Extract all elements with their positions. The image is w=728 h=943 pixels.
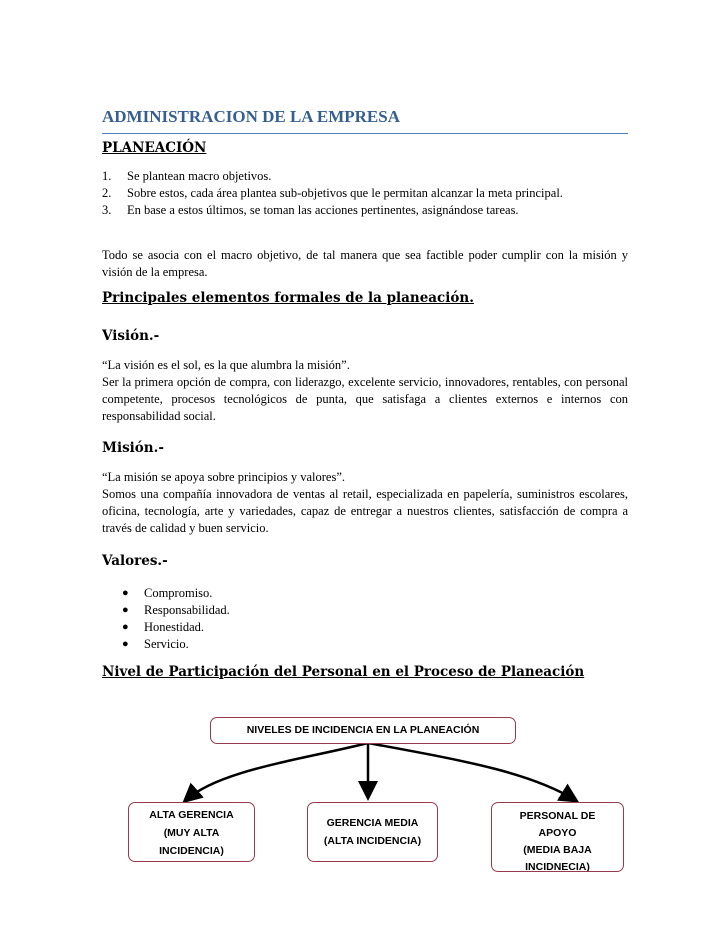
list-item: 1. Se plantean macro objetivos. [102,169,272,183]
mision-quote: “La misión se apoya sobre principios y valores”. [102,470,345,484]
personal-apoyo-label: PERSONAL DE [519,810,596,822]
nivel-heading: Nivel de Participación del Personal en el Proceso de Planeación [102,664,585,680]
niveles-label: NIVELES DE INCIDENCIA EN LA PLANEACIÓN [246,724,480,736]
personal-apoyo-sub1: (MEDIA BAJA [523,844,592,856]
list-item: ● Responsabilidad. [122,603,230,617]
gerencia-media-sub: (ALTA INCIDENCIA) [323,835,422,847]
planeacion-heading: PLANEACIÓN [102,140,207,156]
list-item: ● Honestidad. [122,620,205,634]
personal-apoyo-label2: APOYO [538,827,577,839]
vision-quote: “La visión es el sol, es la que alumbra la misión”. [102,358,350,372]
elementos-heading: Principales elementos formales de la planeación. [102,290,474,306]
mision-heading: Misión.- [102,440,164,456]
arrow-right [368,743,575,800]
document-title: ADMINISTRACION DE LA EMPRESA [102,107,401,126]
niveles-box [210,717,516,744]
alta-gerencia-label: ALTA GERENCIA [149,809,234,821]
mision-text: Somos una compañía innovadora de ventas al retail, especializada en papelería, suministros escolares, oficina, tecnología, arte y variedades, capaz de entregar a nuestros clientes, satisfacción de compra a través de calidad y buen servicio. [102,487,628,535]
gerencia-media-box [307,802,438,862]
alta-gerencia-box [128,802,255,862]
list-item: 2. Sobre estos, cada área plantea sub-objetivos que le permitan alcanzar la meta principal. [102,186,563,200]
personal-apoyo-sub2: INCIDNECIA) [525,861,590,872]
personal-apoyo-box [491,802,624,872]
planeacion-summary: Todo se asocia con el macro objetivo, de tal manera que sea factible poder cumplir con la misión y visión de la empresa. [102,248,628,279]
list-item: ● Servicio. [122,637,189,651]
arrow-left [186,743,368,800]
vision-text: Ser la primera opción de compra, con liderazgo, excelente servicio, innovadores, rentables, con personal competente, procesos tecnológicos de punta, que satisfaga a clientes externos e internos con responsabilidad social. [102,375,628,423]
vision-heading: Visión.- [102,328,160,344]
valores-heading: Valores.- [102,553,168,569]
list-item: ● Compromiso. [122,586,213,600]
list-item: 3. En base a estos últimos, se toman las acciones pertinentes, asignándose tareas. [102,203,519,217]
alta-gerencia-sub1: (MUY ALTA [163,827,220,839]
gerencia-media-label: GERENCIA MEDIA [326,817,419,829]
alta-gerencia-sub2: INCIDENCIA) [159,845,224,857]
